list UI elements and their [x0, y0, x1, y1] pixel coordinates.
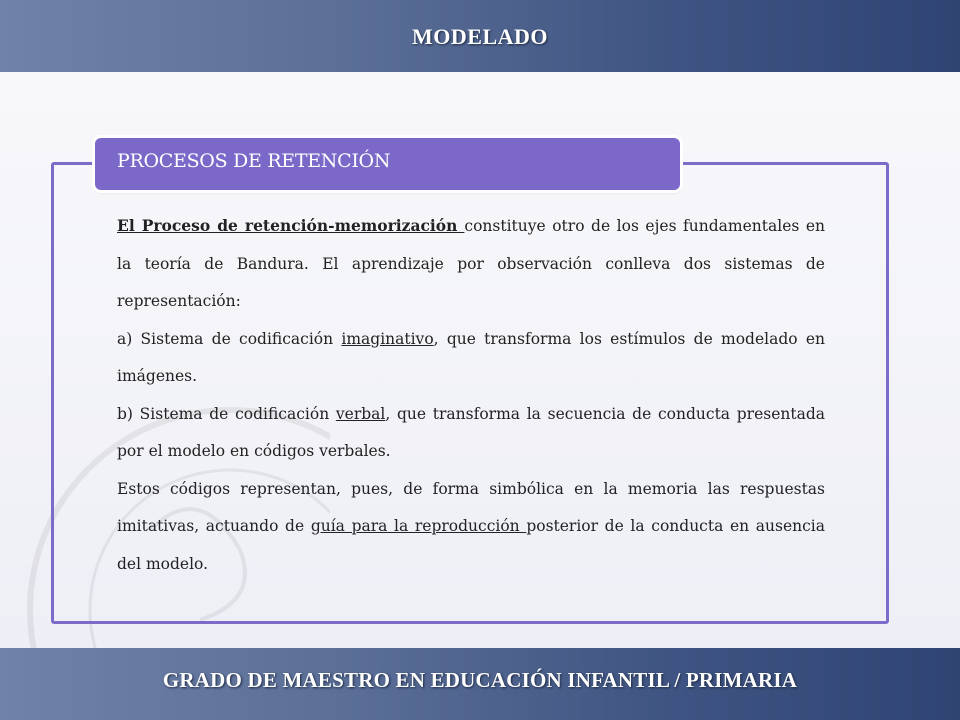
underlined-term: guía para la reproducción	[310, 517, 527, 535]
footer-title: GRADO DE MAESTRO EN EDUCACIÓN INFANTIL / PRIMARIA	[162, 668, 798, 692]
paragraph-text: posterior de la conducta en ausencia del modelo.	[117, 517, 825, 573]
footer-banner	[0, 648, 960, 720]
underlined-term: verbal	[335, 404, 386, 423]
key-term: El Proceso de retención-memorización	[117, 216, 465, 235]
paragraph-text: constituye otro de los ejes fundamentales en la teoría de Bandura. El aprendizaje por observación conlleva dos sistemas de representación:	[117, 217, 826, 310]
paragraph-text: b) Sistema de codificación	[117, 404, 336, 423]
paragraph-text: Estos códigos representan, pues, de forma simbólica en la memoria las respuestas imitativas, actuando de	[117, 479, 825, 535]
paragraph-text: , que transforma la secuencia de conducta presentada por el modelo en códigos verbales.	[117, 404, 825, 460]
paragraph-text: , que transforma los estímulos de modelado en imágenes.	[117, 329, 825, 385]
paragraph-imaginativo	[117, 321, 825, 396]
paragraph-intro	[117, 207, 825, 321]
paragraph-verbal	[117, 396, 825, 471]
section-title: PROCESOS DE RETENCIÓN	[117, 150, 391, 172]
paragraph-codigos	[117, 471, 825, 584]
section-tab	[95, 138, 680, 190]
underlined-term: imaginativo	[341, 329, 434, 348]
paragraph-text: a) Sistema de codificación	[117, 329, 342, 348]
header-banner	[0, 0, 960, 72]
content-text	[117, 207, 825, 583]
header-title: MODELADO	[412, 24, 548, 49]
